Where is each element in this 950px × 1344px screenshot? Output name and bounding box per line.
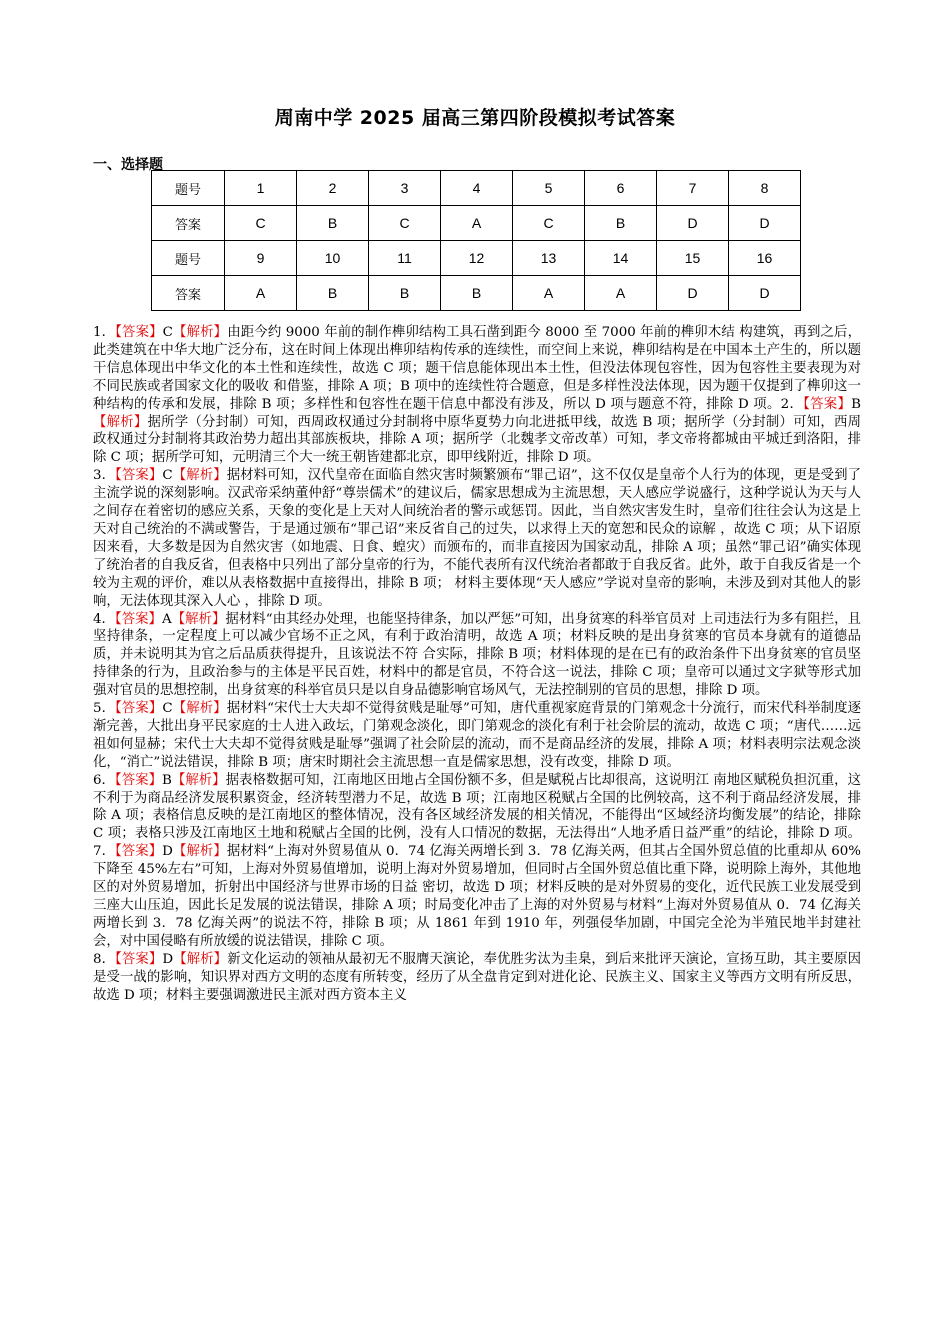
table-cell: 2 (297, 171, 369, 206)
answer-letter: B (851, 396, 861, 412)
explanation-text: 据材料可知，汉代皇帝在面临自然灾害时频繁颁布“罪己诏”，这不仅仅是皇帝个人行为的体现，更是受到了主流学说的深刻影响。汉武帝采纳董仲舒“尊崇儒术”的建议后，儒家思想成为主流思想，天人感应学说盛行，这种学说认为天与人之间存在着密切的感应关系，天象的变化是上天对人间统治者的警示或惩罚。因此，当自然灾害发生时，皇帝们往往会认为这是上天对自己统治的不满或警告，于是通过颁布“罪己诏”来反省自己的过失，以求得上天的宽恕和民众的谅解 ，故选 C 项；从下诏原因来看，大多数是因为自然灾害（如地震、日食、蝗灾）而颁布的，而非直接因为国家动乱，排除 A 项；虽然“罪己诏”确实体现了统治者的自我反省，但表格中只列出了部分皇帝的行为，不能代表所有汉代统治者都敢于自我反省。此外，敢于自我反省是一个较为主观的评价，难以从表格数据中直接得出，排除 B 项； 材料主要体现“天人感应”学说对皇帝的影响，未涉及到对其他人的影响，无法体现其深入人心 ，排除 D 项。 (93, 468, 861, 609)
table-cell: 1 (225, 171, 297, 206)
answer-letter: A (162, 611, 172, 627)
question-number: 1． (93, 325, 116, 340)
analysis-tag: 【解析】 (173, 951, 228, 967)
question-number: 8． (93, 951, 116, 967)
answer-tag: 【答案】 (114, 611, 162, 627)
answer-tag: 【答案】 (115, 772, 163, 788)
analysis-tag: 【解析】 (171, 611, 226, 627)
answer-letter: C (162, 325, 173, 340)
row-label: 题号 (152, 241, 225, 276)
question-number: 3． (93, 468, 116, 484)
table-cell: 4 (441, 171, 513, 206)
explanation-3 (93, 467, 861, 610)
table-cell: 15 (657, 241, 729, 276)
table-cell: 7 (657, 171, 729, 206)
answer-tag: 【答案】 (115, 844, 163, 860)
answer-letter: C (162, 701, 173, 717)
explanation-text: 由距今约 9000 年前的制作榫卯结构工具石凿到距今 8000 至 7000 年前的榫卯木结 构建筑，再到之后，此类建筑在中华大地广泛分布，这在时间上体现出榫卯结构传承的连续性，而空间上来说，榫卯结构是在中国本土产生的，所以题干信息体现出中华文化的本土性和连续性，故选 C 项；题干信息能体现出本土性，但没法体现包容性，因为包容性主要表现为对不同民族或者国家文化的吸收 和借鉴，排除 A 项；B 项中的连续性符合题意，但是多样性没法体现，因为题干仅提到了榫卯这一种结构的传承和发展，排除 B 项；多样性和包容性在题干信息中都没有涉及，所以 D 项与题意不符，排除 D 项。2． (93, 325, 861, 412)
table-cell: 8 (729, 171, 801, 206)
table-cell: B (441, 276, 513, 311)
analysis-tag: 【解析】 (93, 414, 148, 430)
table-row (152, 171, 801, 206)
question-number: 4． (93, 611, 115, 627)
table-cell: 10 (297, 241, 369, 276)
page-title: 周南中学 2025 届高三第四阶段模拟考试答案 (274, 107, 676, 129)
question-number: 6． (93, 772, 115, 788)
explanation-1-2 (93, 324, 861, 467)
table-cell: A (441, 206, 513, 241)
answer-tag: 【答案】 (115, 701, 163, 717)
question-number: 5． (93, 701, 116, 717)
table-cell: B (297, 206, 369, 241)
row-label: 答案 (152, 206, 225, 241)
section-heading: 一、选择题 (93, 157, 163, 173)
answer-table (151, 170, 801, 311)
explanations (93, 324, 861, 1004)
table-cell: 12 (441, 241, 513, 276)
table-cell: C (369, 206, 441, 241)
table-cell: 5 (513, 171, 585, 206)
explanation-4 (93, 611, 861, 701)
table-cell: B (585, 206, 657, 241)
explanation-8 (93, 951, 861, 1005)
table-cell: B (369, 276, 441, 311)
answer-tag: 【答案】 (115, 325, 163, 340)
table-cell: 13 (513, 241, 585, 276)
table-cell: C (513, 206, 585, 241)
table-row (152, 241, 801, 276)
row-label: 答案 (152, 276, 225, 311)
answer-tag: 【答案】 (115, 468, 163, 484)
answer-letter: B (162, 772, 172, 788)
table-cell: 11 (369, 241, 441, 276)
explanation-text: 据所学（分封制）可知，西周政权通过分封制将中原华夏势力向北进抵甲线，故选 B 项；据所学（分封制）可知，西周政权通过分封制将其政治势力超出其部族板块，排除 A 项；据所学（北魏孝文帝改革）可知，孝文帝将都城由平城迁到洛阳，排除 C 项；据所学可知，元明清三个大一统王朝皆建都北京，即甲线附近，排除 D 项。 (93, 414, 862, 466)
table-cell: A (513, 276, 585, 311)
table-cell: C (225, 206, 297, 241)
explanation-6-7 (93, 772, 861, 951)
table-cell: 16 (729, 241, 801, 276)
explanation-5 (93, 700, 861, 772)
row-label: 题号 (152, 171, 225, 206)
analysis-tag: 【解析】 (171, 772, 226, 788)
table-cell: 3 (369, 171, 441, 206)
table-cell: 9 (225, 241, 297, 276)
table-row (152, 276, 801, 311)
explanation-text: 据材料“由其经办处理，也能坚持律条，加以严惩”可知，出身贫寒的科举官员对 上司违法行为多有阻拦，且坚持律条，一定程度上可以减少官场不正之风，有利于政治清明，故选 A 项；材料反映的是出身贫寒的官员本身就有的道德品质，并未说明其为官之后品质获得提升，且该说法不符 合实际，排除 B 项；材料体现的是在已有的政治条件下出身贫寒的官员坚持律条的行为，且政治参与的主体是平民百姓，材料中的都是官员，不符合这一说法，排除 C 项；皇帝可以通过文字狱等形式加强对官员的思想控制，出身贫寒的科举官员只是以自身品德影响官场风气，无法控制别的官员的思想，排除 D 项。 (93, 611, 862, 699)
explanation-text: 新文化运动的领袖从最初无不服膺天演论，奉优胜劣汰为圭臬，到后来批评天演论，宣扬互助，其主要原因是受一战的影响，知识界对西方文明的态度有所转变，经历了从全盘肯定到对进化论、民族主义、国家主义等西方文明有所反思，故选 D 项；材料主要强调激进民主派对西方资本主义 (93, 951, 862, 1003)
table-cell: D (657, 206, 729, 241)
table-cell: B (297, 276, 369, 311)
answer-tag: 【答案】 (115, 951, 163, 967)
answer-letter: D (162, 951, 174, 967)
table-cell: A (225, 276, 297, 311)
answer-tag: 【答案】 (803, 396, 852, 412)
analysis-tag: 【解析】 (172, 468, 227, 484)
table-cell: 14 (585, 241, 657, 276)
table-cell: D (729, 206, 801, 241)
explanation-text: 据材料“宋代士大夫却不觉得贫贱是耻辱”可知，唐代重视家庭背景的门第观念十分流行，而宋代科举制度逐渐完善，大批出身平民家庭的士人进入政坛，门第观念淡化，即门第观念的淡化有利于社会阶层的流动，故选 C 项；“唐代……远祖如何显赫；宋代士大夫却不觉得贫贱是耻辱”强调了社会阶层的流动，而不是商品经济的发展，排除 A 项；材料表明宗法观念淡化，“消亡”说法错误，排除 B 项；唐宋时期社会主流思想一直是儒家思想，没有改变，排除 D 项。 (93, 701, 861, 770)
analysis-tag: 【解析】 (172, 701, 227, 717)
table-cell: A (585, 276, 657, 311)
explanation-text: 据表格数据可知，江南地区田地占全国份额不多，但是赋税占比却很高，这说明江 南地区赋税负担沉重，这不利于为商品经济发展积累资金，经济转型潜力不足，故选 B 项；江南地区税赋占全国的比例较高，这不利于商品经济发展，排除 A 项；表格信息反映的是江南地区的整体情况，没有各区域经济发展的相关情况，不能得出“区域经济均衡发展”的结论，排除 C 项；表格只涉及江南地区土地和税赋占全国的比例，没有人口情况的数据，无法得出“人地矛盾日益严重”的结论，排除 D 项。7． (93, 772, 861, 860)
analysis-tag: 【解析】 (172, 844, 227, 860)
table-cell: 6 (585, 171, 657, 206)
table-cell: D (657, 276, 729, 311)
table-row (152, 206, 801, 241)
explanation-text: 据材料“上海对外贸易值从 0．74 亿海关两增长到 3．78 亿海关两，但其占全国外贸总值的比重却从 60%下降至 45%左右”可知，上海对外贸易值增加，说明上海对外贸易增加，但同时占全国外贸总值比重下降，说明除上海外，其他地区的对外贸易增加，折射出中国经济与世界市场的日益 密切，故选 D 项；材料反映的是对外贸易的变化，近代民族工业发展受到三座大山压迫，因此长足发展的说法错误，排除 A 项；时局变化冲击了上海的对外贸易与材料“上海对外贸易值从 0．74 亿海关两增长到 3．78 亿海关两”的说法不符，排除 B 项；从 1861 年到 1910 年，列强侵华加剧，中国完全沦为半殖民地半封建社会，对中国侵略有所放缓的说法错误，排除 C 项。 (93, 844, 862, 949)
answer-letter: C (162, 468, 173, 484)
analysis-tag: 【解析】 (172, 325, 228, 340)
answer-letter: D (162, 844, 173, 860)
table-cell: D (729, 276, 801, 311)
